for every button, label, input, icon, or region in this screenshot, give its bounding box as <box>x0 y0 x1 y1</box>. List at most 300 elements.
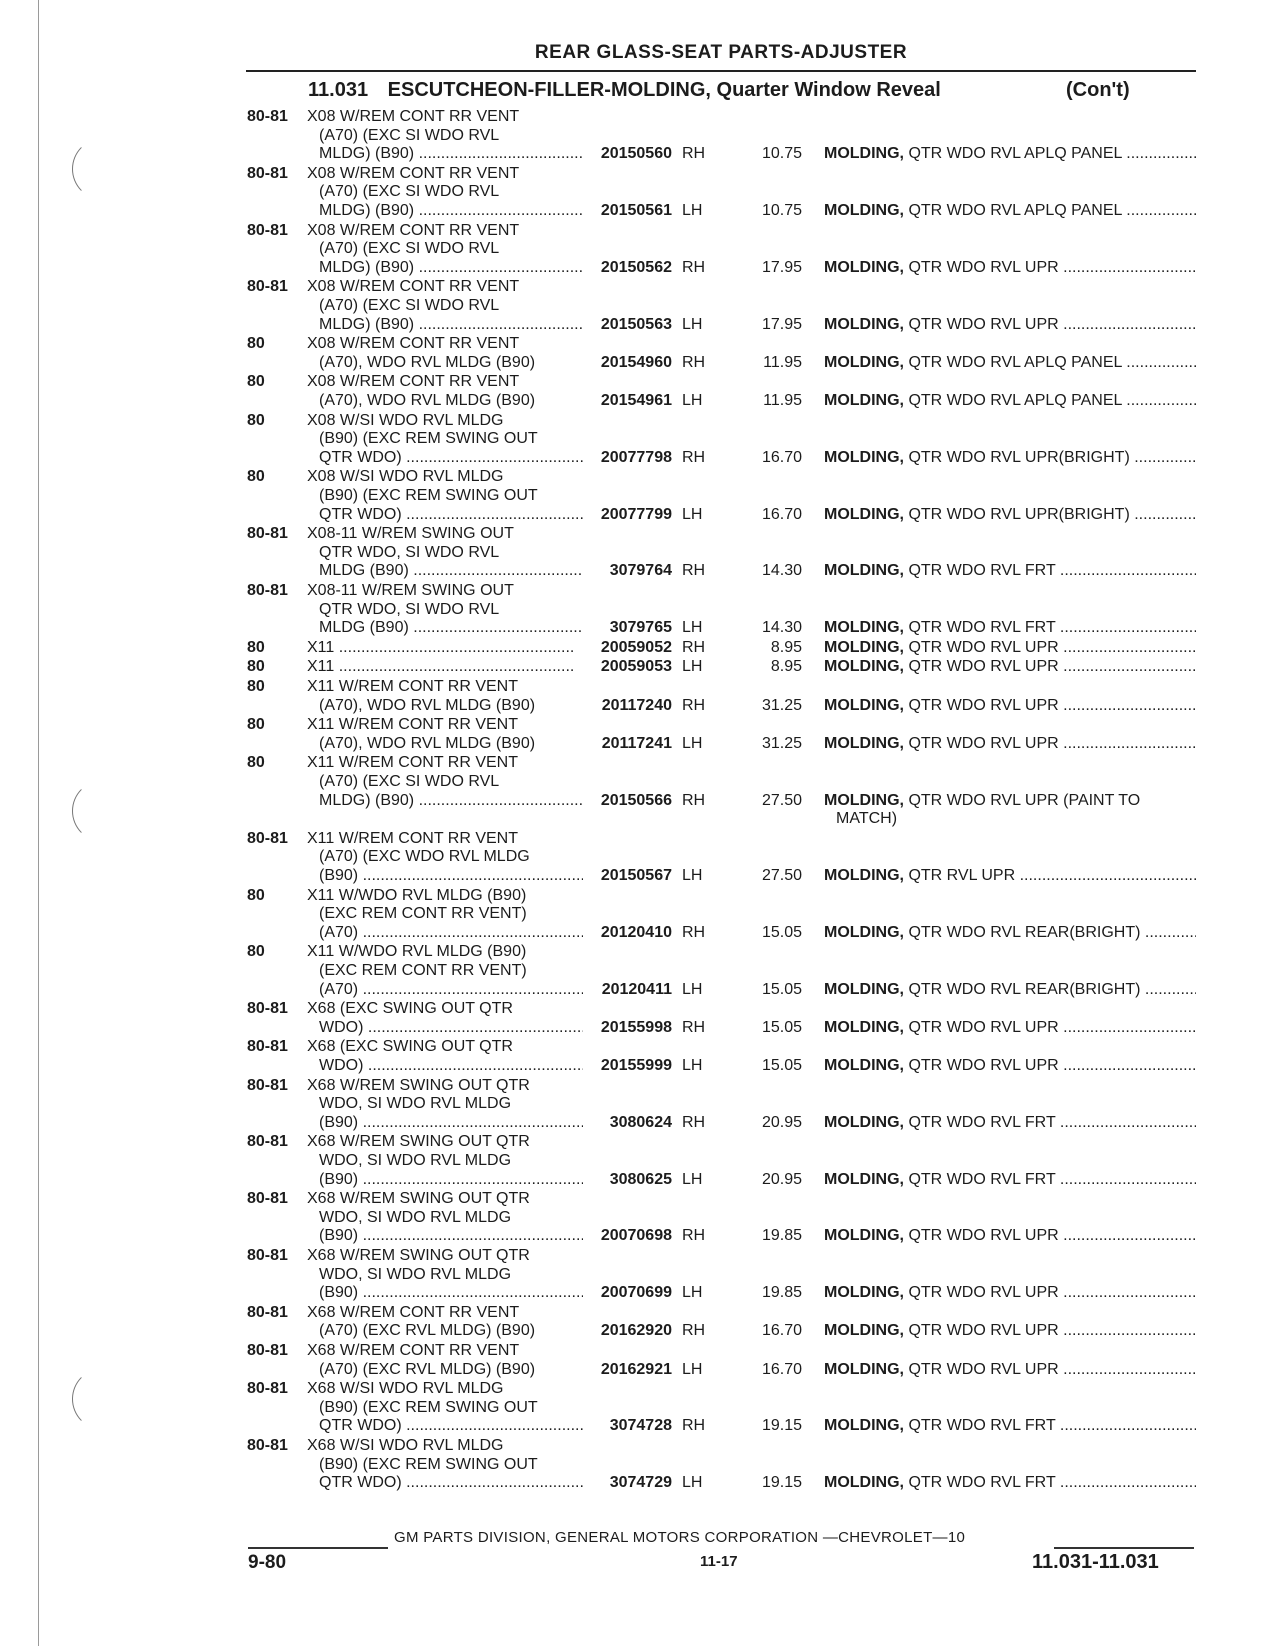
description-line: X11 W/WDO RVL MLDG (B90) <box>307 886 527 904</box>
list-price: 14.30 <box>761 619 802 637</box>
list-price: 8.95 <box>770 638 802 656</box>
side-code: LH <box>682 658 703 676</box>
description-line: WDO, SI WDO RVL MLDG <box>319 1208 512 1226</box>
side-code: RH <box>682 791 706 809</box>
model-year: 80-81 <box>247 525 288 543</box>
description-line: WDO) ..... <box>307 1057 583 1076</box>
part-number: 20154961 <box>600 391 672 409</box>
part-number: 3079764 <box>609 562 672 580</box>
description-line: X11 ..... <box>307 658 583 677</box>
part-number: 20117241 <box>601 734 672 752</box>
side-code: LH <box>682 315 703 333</box>
part-name-noun: MOLDING, <box>824 1056 904 1074</box>
part-name <box>824 354 1196 373</box>
list-price: 8.95 <box>770 658 802 676</box>
model-year: 80-81 <box>247 1000 288 1018</box>
description-line: MLDG) (B90) ..... <box>307 145 583 164</box>
application-description <box>307 830 583 886</box>
part-name-detail: QTR WDO RVL REAR(BRIGHT) ..... <box>904 981 1196 998</box>
part-name <box>824 392 1196 411</box>
description-line: X08 W/SI WDO RVL MLDG <box>307 468 504 486</box>
list-price: 19.15 <box>761 1417 802 1435</box>
description-line: (A70) (EXC SI WDO RVL <box>319 183 500 201</box>
part-name-noun: MOLDING, <box>824 619 904 637</box>
description-line: MLDG) (B90) ..... <box>307 792 583 811</box>
description-line: (B90) ..... <box>307 1114 583 1133</box>
application-description <box>307 943 583 999</box>
part-name-detail: QTR WDO RVL UPR ..... <box>904 1057 1196 1074</box>
part-name-noun: MOLDING, <box>824 1018 904 1036</box>
page-title: REAR GLASS-SEAT PARTS-ADJUSTER <box>534 42 908 63</box>
description-line: X08 W/REM CONT RR VENT <box>307 335 520 353</box>
part-number: 20150562 <box>600 258 672 276</box>
part-name-noun: MOLDING, <box>824 1113 904 1131</box>
side-code: RH <box>682 923 706 941</box>
part-name-noun: MOLDING, <box>824 866 904 884</box>
application-description <box>307 1304 583 1341</box>
description-line: (B90) (EXC REM SWING OUT <box>319 486 538 504</box>
part-name <box>824 1322 1196 1341</box>
model-year: 80 <box>247 886 265 904</box>
description-line: (A70) (EXC SI WDO RVL <box>319 126 500 144</box>
part-number: 3080625 <box>609 1170 672 1188</box>
description-line: (B90) ..... <box>307 1284 583 1303</box>
description-line: WDO, SI WDO RVL MLDG <box>319 1151 512 1169</box>
part-name <box>824 449 1196 468</box>
part-number: 3074728 <box>609 1417 672 1435</box>
side-code: RH <box>682 1227 706 1245</box>
part-name-detail: QTR WDO RVL UPR ..... <box>904 735 1196 752</box>
description-line: (A70) ..... <box>307 981 583 1000</box>
description-line: QTR WDO) ..... <box>307 1474 583 1493</box>
description-line: (B90) (EXC REM SWING OUT <box>319 1398 538 1416</box>
description-line: (A70) (EXC RVL MLDG) (B90) <box>319 1360 536 1378</box>
description-line: MLDG (B90) ..... <box>307 562 583 581</box>
side-code: LH <box>682 980 703 998</box>
description-line: X08 W/REM CONT RR VENT <box>307 221 520 239</box>
model-year: 80-81 <box>247 1038 288 1056</box>
part-number: 20077799 <box>600 505 672 523</box>
part-name-noun: MOLDING, <box>824 980 904 998</box>
footer-date: 9-80 <box>248 1552 287 1573</box>
application-description <box>307 1342 583 1379</box>
part-name-noun: MOLDING, <box>824 638 904 656</box>
description-line: X11 W/WDO RVL MLDG (B90) <box>307 943 527 961</box>
model-year: 80-81 <box>247 1303 288 1321</box>
description-line: X68 W/REM SWING OUT QTR <box>307 1076 530 1094</box>
list-price: 20.95 <box>761 1170 802 1188</box>
part-number: 20162920 <box>600 1322 672 1340</box>
footer-publisher: GM PARTS DIVISION, GENERAL MOTORS CORPORATION —CHEVROLET—10 <box>394 1529 966 1546</box>
application-description <box>307 1077 583 1133</box>
part-number: 20120411 <box>601 980 672 998</box>
model-year: 80-81 <box>247 1342 288 1359</box>
part-name-noun: MOLDING, <box>824 315 904 333</box>
description-line: X08 W/REM CONT RR VENT <box>307 164 520 182</box>
application-description <box>307 887 583 943</box>
side-code: LH <box>682 866 703 884</box>
model-year: 80 <box>247 658 265 676</box>
side-code: LH <box>682 1284 703 1302</box>
part-name-noun: MOLDING, <box>824 1170 904 1188</box>
part-name-noun: MOLDING, <box>824 1360 904 1378</box>
side-code: LH <box>682 1170 703 1188</box>
application-description <box>307 639 583 658</box>
part-name-noun: MOLDING, <box>824 1474 904 1492</box>
part-name-detail: QTR WDO RVL UPR ..... <box>904 1361 1196 1378</box>
side-code: LH <box>682 1474 703 1492</box>
side-code: LH <box>682 505 703 523</box>
application-description <box>307 222 583 278</box>
part-name <box>824 1474 1196 1493</box>
part-number: 20150563 <box>600 315 672 333</box>
description-line: X11 W/REM CONT RR VENT <box>307 829 518 847</box>
description-line: X68 W/REM SWING OUT QTR <box>307 1190 530 1208</box>
part-number: 3080624 <box>609 1113 672 1131</box>
description-line: MLDG (B90) ..... <box>307 619 583 638</box>
side-code: LH <box>682 1056 703 1074</box>
description-line: (A70) ..... <box>307 924 583 943</box>
description-line: (A70) (EXC RVL MLDG) (B90) <box>319 1322 536 1340</box>
list-price: 31.25 <box>761 734 802 752</box>
part-number: 20059052 <box>600 638 672 656</box>
part-name <box>824 658 1196 677</box>
part-name-noun: MOLDING, <box>824 696 904 714</box>
part-name <box>824 792 1196 811</box>
model-year: 80-81 <box>247 221 288 239</box>
description-line: X68 (EXC SWING OUT QTR <box>307 1038 513 1056</box>
application-description <box>307 1133 583 1189</box>
description-line: (A70), WDO RVL MLDG (B90) <box>319 696 536 714</box>
part-name-noun: MOLDING, <box>824 734 904 752</box>
side-code: RH <box>682 1113 706 1131</box>
description-line: X08 W/REM CONT RR VENT <box>307 373 520 391</box>
description-line: X68 W/SI WDO RVL MLDG <box>307 1380 504 1398</box>
model-year: 80 <box>247 678 265 695</box>
part-name <box>824 639 1196 658</box>
side-code: RH <box>682 1322 706 1340</box>
description-line: X68 (EXC SWING OUT QTR <box>307 1000 513 1018</box>
application-description <box>307 278 583 334</box>
part-name-detail: QTR WDO RVL UPR (PAINT TO <box>904 791 1141 809</box>
list-price: 11.95 <box>763 353 802 371</box>
list-price: 31.25 <box>761 696 802 714</box>
application-description <box>307 716 583 753</box>
description-line: MLDG) (B90) ..... <box>307 202 583 221</box>
part-name <box>824 202 1196 221</box>
part-number: 20059053 <box>600 658 672 676</box>
list-price: 15.05 <box>761 1018 802 1036</box>
part-name-detail: QTR WDO RVL FRT ..... <box>904 562 1196 579</box>
part-number: 20162921 <box>600 1360 672 1378</box>
list-price: 10.75 <box>761 145 802 163</box>
part-name <box>824 562 1196 581</box>
list-price: 17.95 <box>761 315 802 333</box>
application-description <box>307 165 583 221</box>
description-line: (A70) (EXC SI WDO RVL <box>319 772 500 790</box>
part-number: 20150560 <box>600 145 672 163</box>
part-name-detail: QTR WDO RVL FRT ..... <box>904 1417 1196 1434</box>
description-line: (A70) (EXC SI WDO RVL <box>319 240 500 258</box>
description-line: X68 W/REM SWING OUT QTR <box>307 1247 530 1264</box>
description-line: MLDG) (B90) ..... <box>307 316 583 335</box>
list-price: 15.05 <box>761 1056 802 1074</box>
part-name-noun: MOLDING, <box>824 353 904 371</box>
part-name-detail: QTR WDO RVL UPR(BRIGHT) ..... <box>904 506 1196 523</box>
model-year: 80-81 <box>247 1190 288 1208</box>
part-name-noun: MOLDING, <box>824 448 904 466</box>
list-price: 19.85 <box>761 1227 802 1245</box>
list-price: 16.70 <box>761 1322 802 1340</box>
list-price: 16.70 <box>761 448 802 466</box>
footer-rule-right <box>1054 1547 1194 1549</box>
part-name-detail: QTR WDO RVL FRT ..... <box>904 1114 1196 1131</box>
part-name-noun: MOLDING, <box>824 145 904 163</box>
part-name-detail: QTR WDO RVL APLQ PANEL ..... <box>904 354 1196 371</box>
description-line: (A70), WDO RVL MLDG (B90) <box>319 391 536 409</box>
part-name-noun: MOLDING, <box>824 562 904 580</box>
model-year: 80-81 <box>247 582 288 599</box>
part-number: 20154960 <box>600 353 672 371</box>
list-price: 27.50 <box>761 791 802 809</box>
description-line: X68 W/SI WDO RVL MLDG <box>307 1437 504 1454</box>
side-code: RH <box>682 1018 706 1036</box>
part-name-detail: QTR WDO RVL FRT ..... <box>904 619 1196 636</box>
application-description <box>307 678 583 715</box>
part-name-detail: QTR WDO RVL APLQ PANEL ..... <box>904 145 1196 162</box>
description-line: X11 ..... <box>307 639 583 658</box>
application-description <box>307 1380 583 1436</box>
description-line: (A70) (EXC SI WDO RVL <box>319 296 500 314</box>
model-year: 80 <box>247 468 265 486</box>
list-price: 10.75 <box>761 201 802 219</box>
side-code: RH <box>682 353 706 371</box>
part-number: 20070699 <box>600 1284 672 1302</box>
part-name-noun: MOLDING, <box>824 1284 904 1302</box>
description-line: (B90) ..... <box>307 1171 583 1190</box>
part-name-detail: QTR WDO RVL APLQ PANEL ..... <box>904 392 1196 409</box>
part-name-detail: QTR WDO RVL APLQ PANEL ..... <box>904 202 1196 219</box>
section-title: ESCUTCHEON-FILLER-MOLDING, <box>387 79 711 101</box>
list-price: 15.05 <box>761 980 802 998</box>
model-year: 80-81 <box>247 1076 288 1094</box>
part-name-detail: QTR WDO RVL FRT ..... <box>904 1171 1196 1188</box>
part-name-detail: QTR WDO RVL UPR ..... <box>904 259 1196 276</box>
part-name-detail: QTR RVL UPR ..... <box>904 867 1196 884</box>
application-description <box>307 108 583 164</box>
application-description <box>307 1437 583 1493</box>
list-price: 19.85 <box>761 1284 802 1302</box>
part-number: 3074729 <box>609 1474 672 1492</box>
model-year: 80-81 <box>247 1247 288 1264</box>
description-line: (B90) ..... <box>307 1227 583 1246</box>
side-code: LH <box>682 619 703 637</box>
footer-section-range: 11.031-11.031 <box>1032 1551 1159 1573</box>
part-name <box>824 735 1196 754</box>
part-number: 20077798 <box>600 448 672 466</box>
part-number: 20155999 <box>600 1056 672 1074</box>
application-description <box>307 335 583 372</box>
description-line: X08 W/SI WDO RVL MLDG <box>307 411 504 429</box>
description-line: QTR WDO) ..... <box>307 1417 583 1436</box>
side-code: LH <box>682 391 703 409</box>
part-name <box>824 619 1196 638</box>
part-name-detail: QTR WDO RVL FRT ..... <box>904 1474 1196 1491</box>
section-number: 11.031 <box>308 79 369 101</box>
side-code: RH <box>682 696 706 714</box>
model-year: 80-81 <box>247 829 288 847</box>
list-price: 15.05 <box>761 923 802 941</box>
part-name-detail: QTR WDO RVL UPR ..... <box>904 1322 1196 1339</box>
description-line: X11 W/REM CONT RR VENT <box>307 754 518 772</box>
model-year: 80 <box>247 335 265 353</box>
description-line: MLDG) (B90) ..... <box>307 259 583 278</box>
description-line: (A70), WDO RVL MLDG (B90) <box>319 353 536 371</box>
description-line: (EXC REM CONT RR VENT) <box>319 961 527 979</box>
part-name <box>824 506 1196 525</box>
part-number: 3079765 <box>609 619 672 637</box>
description-line: WDO, SI WDO RVL MLDG <box>319 1265 512 1283</box>
application-description <box>307 1038 583 1075</box>
list-price: 19.15 <box>761 1474 802 1492</box>
description-line: (B90) ..... <box>307 867 583 886</box>
section-subtitle: Quarter Window Reveal <box>716 79 941 101</box>
description-line: X08 W/REM CONT RR VENT <box>307 278 520 296</box>
part-number: 20155998 <box>600 1018 672 1036</box>
part-name-detail: QTR WDO RVL UPR ..... <box>904 658 1196 675</box>
part-name-detail: QTR WDO RVL UPR ..... <box>904 316 1196 333</box>
part-name-detail: QTR WDO RVL UPR ..... <box>904 639 1196 656</box>
part-name-detail: QTR WDO RVL UPR ..... <box>904 1019 1196 1036</box>
application-description <box>307 373 583 410</box>
part-name-noun: MOLDING, <box>824 791 904 809</box>
application-description <box>307 658 583 677</box>
part-name <box>824 1114 1196 1133</box>
part-name <box>824 1171 1196 1190</box>
part-name-noun: MOLDING, <box>824 258 904 276</box>
model-year: 80 <box>247 638 265 656</box>
list-price: 16.70 <box>761 505 802 523</box>
side-code: LH <box>682 734 703 752</box>
description-line: QTR WDO, SI WDO RVL <box>319 600 500 618</box>
description-line: (A70), WDO RVL MLDG (B90) <box>319 734 536 752</box>
part-name <box>824 1417 1196 1436</box>
model-year: 80 <box>247 754 265 772</box>
description-line: X11 W/REM CONT RR VENT <box>307 716 518 734</box>
list-price: 11.95 <box>763 391 802 409</box>
part-number: 20120410 <box>600 923 672 941</box>
footer-page-number: 11-17 <box>700 1553 738 1570</box>
description-line: X68 W/REM SWING OUT QTR <box>307 1133 530 1151</box>
part-number: 20070698 <box>600 1227 672 1245</box>
part-name <box>824 259 1196 278</box>
part-name-noun: MOLDING, <box>824 923 904 941</box>
application-description <box>307 1190 583 1246</box>
part-name <box>824 867 1196 886</box>
part-name <box>824 145 1196 164</box>
part-name-noun: MOLDING, <box>824 1322 904 1340</box>
model-year: 80-81 <box>247 1133 288 1151</box>
application-description <box>307 582 583 638</box>
part-name-noun: MOLDING, <box>824 201 904 219</box>
description-line: (B90) (EXC REM SWING OUT <box>319 430 538 448</box>
part-name <box>824 1284 1196 1303</box>
side-code: RH <box>682 562 706 580</box>
side-code: LH <box>682 201 703 219</box>
description-line: X08 W/REM CONT RR VENT <box>307 108 520 125</box>
description-line: X08-11 W/REM SWING OUT <box>307 525 514 543</box>
model-year: 80 <box>247 943 265 961</box>
part-name-noun: MOLDING, <box>824 505 904 523</box>
part-number: 20117240 <box>601 696 672 714</box>
part-number: 20150561 <box>600 201 672 219</box>
side-code: RH <box>682 448 706 466</box>
part-name <box>824 981 1196 1000</box>
part-name-detail: QTR WDO RVL UPR ..... <box>904 1284 1196 1301</box>
description-line: (B90) (EXC REM SWING OUT <box>319 1455 538 1473</box>
part-name-detail: QTR WDO RVL REAR(BRIGHT) ..... <box>904 924 1196 941</box>
description-line: QTR WDO) ..... <box>307 506 583 525</box>
description-line: X68 W/REM CONT RR VENT <box>307 1303 520 1321</box>
part-name-detail: QTR WDO RVL UPR(BRIGHT) ..... <box>904 449 1196 466</box>
part-name <box>824 1361 1196 1380</box>
part-name-noun: MOLDING, <box>824 658 904 676</box>
part-name <box>824 1019 1196 1038</box>
description-line: (A70) (EXC WDO RVL MLDG <box>319 848 530 866</box>
side-code: RH <box>682 638 706 656</box>
part-name <box>824 697 1196 716</box>
list-price: 14.30 <box>761 562 802 580</box>
part-name <box>824 1057 1196 1076</box>
application-description <box>307 1247 583 1303</box>
description-line: QTR WDO, SI WDO RVL <box>319 543 500 561</box>
model-year: 80-81 <box>247 1437 288 1454</box>
model-year: 80-81 <box>247 108 288 125</box>
part-name-noun: MOLDING, <box>824 391 904 409</box>
list-price: 27.50 <box>761 866 802 884</box>
application-description <box>307 1000 583 1037</box>
description-line: X68 W/REM CONT RR VENT <box>307 1342 520 1359</box>
model-year: 80-81 <box>247 278 288 296</box>
continued-label: (Con't) <box>1066 79 1130 101</box>
description-line: WDO, SI WDO RVL MLDG <box>319 1095 512 1113</box>
part-name-detail: QTR WDO RVL UPR ..... <box>904 697 1196 714</box>
list-price: 20.95 <box>761 1113 802 1131</box>
description-line: X11 W/REM CONT RR VENT <box>307 678 518 695</box>
part-name <box>824 924 1196 943</box>
application-description <box>307 754 583 810</box>
part-name <box>824 316 1196 335</box>
model-year: 80-81 <box>247 164 288 182</box>
part-name-noun: MOLDING, <box>824 1227 904 1245</box>
application-description <box>307 412 583 468</box>
model-year: 80 <box>247 373 265 391</box>
side-code: RH <box>682 258 706 276</box>
side-code: RH <box>682 145 706 163</box>
part-number: 20150566 <box>600 791 672 809</box>
model-year: 80 <box>247 716 265 734</box>
model-year: 80-81 <box>247 1380 288 1398</box>
part-name <box>824 1227 1196 1246</box>
model-year: 80 <box>247 411 265 429</box>
description-line: QTR WDO) ..... <box>307 449 583 468</box>
description-line: (EXC REM CONT RR VENT) <box>319 905 527 923</box>
side-code: LH <box>682 1360 703 1378</box>
side-code: RH <box>682 1417 706 1435</box>
part-name-detail: QTR WDO RVL UPR ..... <box>904 1227 1196 1244</box>
part-name-continued: MATCH) <box>836 810 898 828</box>
application-description <box>307 468 583 524</box>
